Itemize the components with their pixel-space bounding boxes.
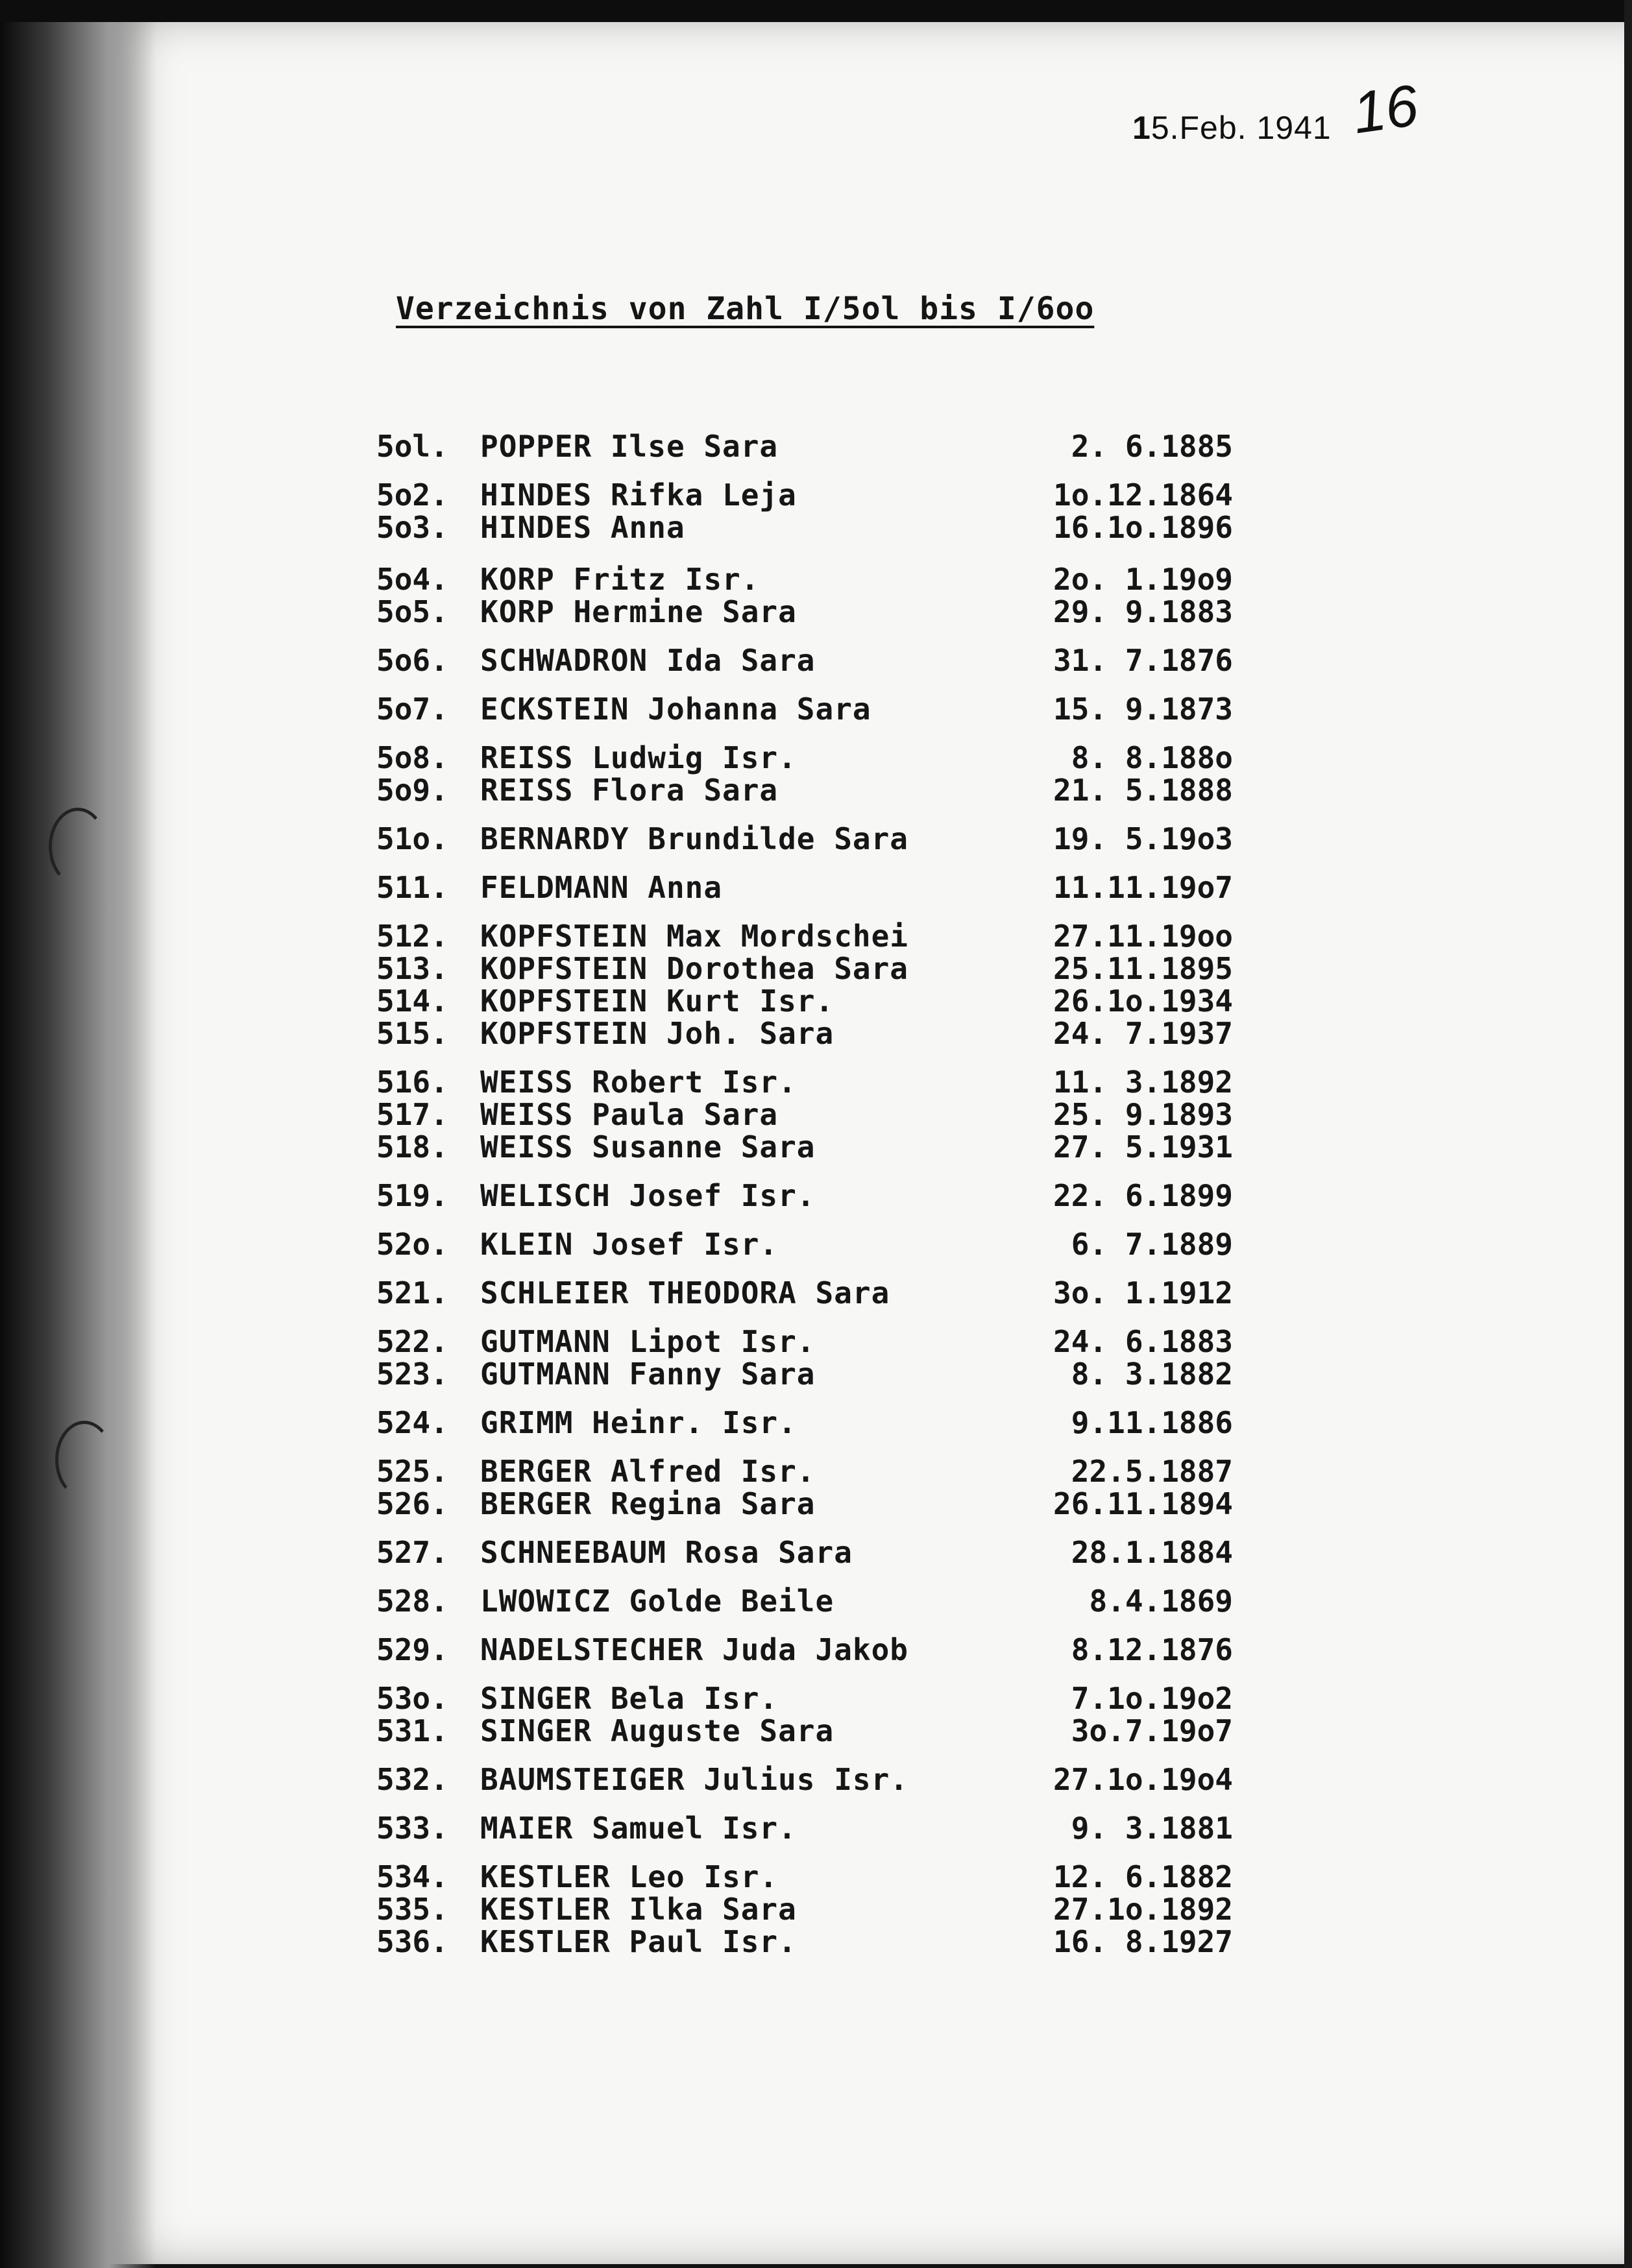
entry-birthdate: 25. 9.1893 [1053, 1097, 1233, 1132]
entry-name: HINDES Anna [480, 510, 685, 545]
entry-number: 519. [376, 1178, 448, 1213]
list-item [376, 1129, 1233, 1165]
entry-birthdate: 29. 9.1883 [1053, 594, 1233, 629]
entry-name: ECKSTEIN Johanna Sara [480, 692, 871, 727]
entry-birthdate: 24. 7.1937 [1053, 1016, 1233, 1051]
binding-shadow [0, 0, 156, 2268]
list-item [376, 561, 1233, 597]
entry-name: SINGER Bela Isr. [480, 1681, 779, 1716]
entry-number: 5o8. [376, 740, 448, 775]
entry-number: 5o9. [376, 773, 448, 808]
entry-name: REISS Flora Sara [480, 773, 779, 808]
entry-number: 52o. [376, 1227, 448, 1262]
list-item [376, 1632, 1233, 1668]
entry-number: 515. [376, 1016, 448, 1051]
list-item [376, 821, 1233, 857]
entry-name: KLEIN Josef Isr. [480, 1227, 779, 1262]
entry-number: 523. [376, 1357, 448, 1392]
entry-birthdate: 16. 8.1927 [1053, 1924, 1233, 1959]
entry-number: 524. [376, 1405, 448, 1440]
entry-birthdate: 8.4.1869 [1089, 1584, 1233, 1619]
list-item [376, 1534, 1233, 1571]
entry-name: SCHWADRON Ida Sara [480, 643, 816, 678]
entry-number: 526. [376, 1486, 448, 1521]
list-item [376, 1064, 1233, 1100]
stamp-day: 1 [1132, 110, 1151, 146]
entry-number: 5o3. [376, 510, 448, 545]
entry-birthdate: 3o. 1.1912 [1053, 1275, 1233, 1310]
entry-name: KOPFSTEIN Max Mordschei [480, 919, 908, 954]
list-item [376, 1680, 1233, 1717]
entry-number: 528. [376, 1584, 448, 1619]
list-item [376, 1761, 1233, 1798]
entry-name: KESTLER Leo Isr. [480, 1859, 779, 1894]
entry-name: KORP Fritz Isr. [480, 562, 760, 597]
entry-number: 512. [376, 919, 448, 954]
entry-birthdate: 19. 5.19o3 [1053, 821, 1233, 856]
entry-name: KOPFSTEIN Dorothea Sara [480, 951, 908, 986]
list-item [376, 983, 1233, 1019]
entry-name: SCHNEEBAUM Rosa Sara [480, 1535, 853, 1570]
entry-birthdate: 2. 6.1885 [1071, 429, 1233, 464]
entry-birthdate: 22. 6.1899 [1053, 1178, 1233, 1213]
entry-number: 518. [376, 1129, 448, 1164]
scan-right-edge [1624, 0, 1632, 2268]
list-item [376, 950, 1233, 987]
entry-name: WEISS Robert Isr. [480, 1065, 797, 1100]
entry-number: 5o4. [376, 562, 448, 597]
list-item [376, 869, 1233, 906]
entry-birthdate: 11.11.19o7 [1053, 870, 1233, 905]
entry-birthdate: 31. 7.1876 [1053, 643, 1233, 678]
list-item [376, 477, 1233, 513]
entry-birthdate: 8.12.1876 [1071, 1632, 1233, 1667]
entry-number: 531. [376, 1713, 448, 1748]
entry-name: WEISS Susanne Sara [480, 1129, 816, 1164]
entry-number: 527. [376, 1535, 448, 1570]
list-item [376, 772, 1233, 808]
scan-top-edge [0, 0, 1632, 22]
entry-birthdate: 27. 5.1931 [1053, 1129, 1233, 1164]
entry-birthdate: 9. 3.1881 [1071, 1811, 1233, 1846]
entry-birthdate: 27.11.19oo [1053, 919, 1233, 954]
list-item [376, 1226, 1233, 1262]
list-item [376, 1275, 1233, 1311]
list-item [376, 1356, 1233, 1392]
punch-hole-lower [55, 1421, 114, 1499]
entry-name: BAUMSTEIGER Julius Isr. [480, 1762, 908, 1797]
list-item [376, 1891, 1233, 1927]
entry-name: NADELSTECHER Juda Jakob [480, 1632, 908, 1667]
list-item [376, 594, 1233, 630]
entry-birthdate: 1o.12.1864 [1053, 477, 1233, 513]
entry-name: BERGER Alfred Isr. [480, 1454, 816, 1489]
entry-birthdate: 25.11.1895 [1053, 951, 1233, 986]
entry-number: 5o6. [376, 643, 448, 678]
folio-number: 16 [1348, 73, 1422, 147]
entry-name: KESTLER Ilka Sara [480, 1892, 797, 1927]
entry-birthdate: 27.1o.19o4 [1053, 1762, 1233, 1797]
entry-birthdate: 22.5.1887 [1071, 1454, 1233, 1489]
entry-name: HINDES Rifka Leja [480, 477, 797, 513]
entry-name: GUTMANN Lipot Isr. [480, 1324, 816, 1359]
stamp-date: 5.Feb. 1941 [1151, 110, 1332, 146]
entry-number: 533. [376, 1811, 448, 1846]
list-item [376, 1015, 1233, 1052]
punch-hole-upper [49, 808, 107, 886]
entry-birthdate: 3o.7.19o7 [1071, 1713, 1233, 1748]
entry-birthdate: 11. 3.1892 [1053, 1065, 1233, 1100]
entry-name: GUTMANN Fanny Sara [480, 1357, 816, 1392]
list-item [376, 1177, 1233, 1214]
entry-number: 514. [376, 983, 448, 1019]
entry-name: SCHLEIER THEODORA Sara [480, 1275, 890, 1310]
entry-birthdate: 28.1.1884 [1071, 1535, 1233, 1570]
document-title: Verzeichnis von Zahl I/5ol bis I/6oo [396, 291, 1095, 327]
entry-birthdate: 16.1o.1896 [1053, 510, 1233, 545]
entry-number: 536. [376, 1924, 448, 1959]
entry-name: MAIER Samuel Isr. [480, 1811, 797, 1846]
list-item [376, 740, 1233, 776]
entry-number: 535. [376, 1892, 448, 1927]
list-item [376, 642, 1233, 679]
entry-name: WELISCH Josef Isr. [480, 1178, 816, 1213]
date-stamp [1132, 109, 1332, 147]
entry-number: 516. [376, 1065, 448, 1100]
list-item [376, 1323, 1233, 1360]
list-item [376, 1096, 1233, 1133]
entry-birthdate: 15. 9.1873 [1053, 692, 1233, 727]
entry-birthdate: 8. 8.188o [1071, 740, 1233, 775]
entry-number: 5ol. [376, 429, 448, 464]
list-item [376, 1486, 1233, 1522]
entry-birthdate: 24. 6.1883 [1053, 1324, 1233, 1359]
entry-birthdate: 7.1o.19o2 [1071, 1681, 1233, 1716]
entry-number: 532. [376, 1762, 448, 1797]
entry-birthdate: 12. 6.1882 [1053, 1859, 1233, 1894]
entry-name: BERGER Regina Sara [480, 1486, 816, 1521]
entry-number: 5o5. [376, 594, 448, 629]
entry-name: FELDMANN Anna [480, 870, 723, 905]
entry-name: LWOWICZ Golde Beile [480, 1584, 834, 1619]
entry-name: WEISS Paula Sara [480, 1097, 779, 1132]
list-item [376, 1583, 1233, 1619]
entry-number: 53o. [376, 1681, 448, 1716]
list-item [376, 691, 1233, 727]
entry-name: SINGER Auguste Sara [480, 1713, 834, 1748]
entry-number: 51o. [376, 821, 448, 856]
entry-birthdate: 6. 7.1889 [1071, 1227, 1233, 1262]
entry-number: 511. [376, 870, 448, 905]
entry-birthdate: 2o. 1.19o9 [1053, 562, 1233, 597]
entry-number: 534. [376, 1859, 448, 1894]
list-item [376, 509, 1233, 546]
list-item [376, 1713, 1233, 1749]
entry-number: 521. [376, 1275, 448, 1310]
list-item [376, 1405, 1233, 1441]
list-item [376, 428, 1233, 464]
entry-number: 525. [376, 1454, 448, 1489]
entry-birthdate: 8. 3.1882 [1071, 1357, 1233, 1392]
entry-name: KORP Hermine Sara [480, 594, 797, 629]
entry-number: 517. [376, 1097, 448, 1132]
list-item [376, 1810, 1233, 1846]
entry-number: 513. [376, 951, 448, 986]
entry-name: REISS Ludwig Isr. [480, 740, 797, 775]
entry-number: 529. [376, 1632, 448, 1667]
entry-name: KESTLER Paul Isr. [480, 1924, 797, 1959]
entry-number: 5o2. [376, 477, 448, 513]
entry-name: BERNARDY Brundilde Sara [480, 821, 908, 856]
entry-birthdate: 21. 5.1888 [1053, 773, 1233, 808]
entry-birthdate: 9.11.1886 [1071, 1405, 1233, 1440]
entry-name: KOPFSTEIN Kurt Isr. [480, 983, 834, 1019]
list-item [376, 1859, 1233, 1895]
entry-birthdate: 26.11.1894 [1053, 1486, 1233, 1521]
entry-birthdate: 27.1o.1892 [1053, 1892, 1233, 1927]
list-item [376, 1924, 1233, 1960]
entry-birthdate: 26.1o.1934 [1053, 983, 1233, 1019]
entry-number: 522. [376, 1324, 448, 1359]
entry-number: 5o7. [376, 692, 448, 727]
entry-name: POPPER Ilse Sara [480, 429, 779, 464]
list-item [376, 1453, 1233, 1490]
list-item [376, 918, 1233, 954]
entry-name: GRIMM Heinr. Isr. [480, 1405, 797, 1440]
entry-name: KOPFSTEIN Joh. Sara [480, 1016, 834, 1051]
